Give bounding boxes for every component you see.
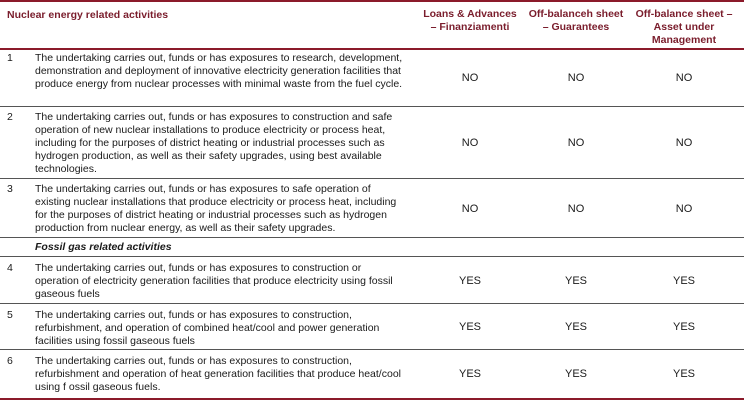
row-description: The undertaking carries out, funds or has exposures to construction, refurbishment and operation of heat generation facilities that produce heat/cool using f ossil gaseous fuels.	[35, 355, 401, 393]
header-aum: Off-balance sheet – Asset under Management	[635, 8, 733, 46]
row-divider	[0, 237, 744, 238]
table-bottom-border	[0, 398, 744, 400]
row-description: The undertaking carries out, funds or has exposures to construction, refurbishment, and operation of combined heat/cool and power generation facilities using fossil gaseous fuels	[35, 309, 380, 347]
row-guarantees-value: YES	[564, 321, 587, 333]
row-description: The undertaking carries out, funds or has exposures to safe operation of existing nuclear installations that produce electricity or process heat, including for the purposes of district heating or industrial processes such as hydrogen production from nuclear energy, as well as their safety upgrades.	[35, 183, 397, 234]
row-aum-value: YES	[672, 275, 695, 287]
table-header	[0, 0, 744, 50]
section-title-fossil: Fossil gas related activities	[35, 241, 172, 253]
header-title: Nuclear energy related activities	[7, 9, 169, 21]
table-row	[0, 350, 744, 396]
table-row	[0, 179, 744, 237]
row-description: The undertaking carries out, funds or has exposures to research, development, demonstration and deployment of innovative electricity generation facilities that produce energy from nuclear processes with minimal waste from the fuel cycle.	[35, 52, 403, 90]
row-aum-value: NO	[675, 203, 693, 215]
row-loans-value: YES	[458, 275, 481, 287]
row-number: 3	[7, 183, 13, 195]
row-guarantees-value: YES	[564, 368, 587, 380]
row-aum-value: NO	[675, 72, 693, 84]
table-row	[0, 48, 744, 104]
row-number: 1	[7, 52, 13, 64]
header-guarantees: Off-balanceh sheet – Guarantees	[528, 8, 624, 33]
row-guarantees-value: NO	[567, 203, 585, 215]
row-number: 6	[7, 355, 13, 367]
row-number: 2	[7, 111, 13, 123]
row-number: 5	[7, 309, 13, 321]
row-loans-value: YES	[458, 368, 481, 380]
row-loans-value: YES	[458, 321, 481, 333]
row-description: The undertaking carries out, funds or has exposures to construction and safe operation of new nuclear installations to produce electricity or process heat, including for the purposes of district heating or industrial processes such as hydrogen production, as well as their safety upgrades, using best available technologies.	[35, 111, 393, 175]
row-guarantees-value: NO	[567, 72, 585, 84]
row-aum-value: YES	[672, 321, 695, 333]
row-aum-value: NO	[675, 137, 693, 149]
row-guarantees-value: YES	[564, 275, 587, 287]
table-row	[0, 107, 744, 177]
table-row	[0, 304, 744, 348]
header-loans: Loans & Advances – Finanziamenti	[423, 8, 517, 33]
table-row	[0, 257, 744, 303]
row-guarantees-value: NO	[567, 137, 585, 149]
row-loans-value: NO	[461, 137, 479, 149]
row-loans-value: NO	[461, 72, 479, 84]
row-description: The undertaking carries out, funds or has exposures to construction or operation of electricity generation facilities that produce electricity using fossil gaseous fuels	[35, 262, 393, 300]
row-loans-value: NO	[461, 203, 479, 215]
row-aum-value: YES	[672, 368, 695, 380]
row-number: 4	[7, 262, 13, 274]
